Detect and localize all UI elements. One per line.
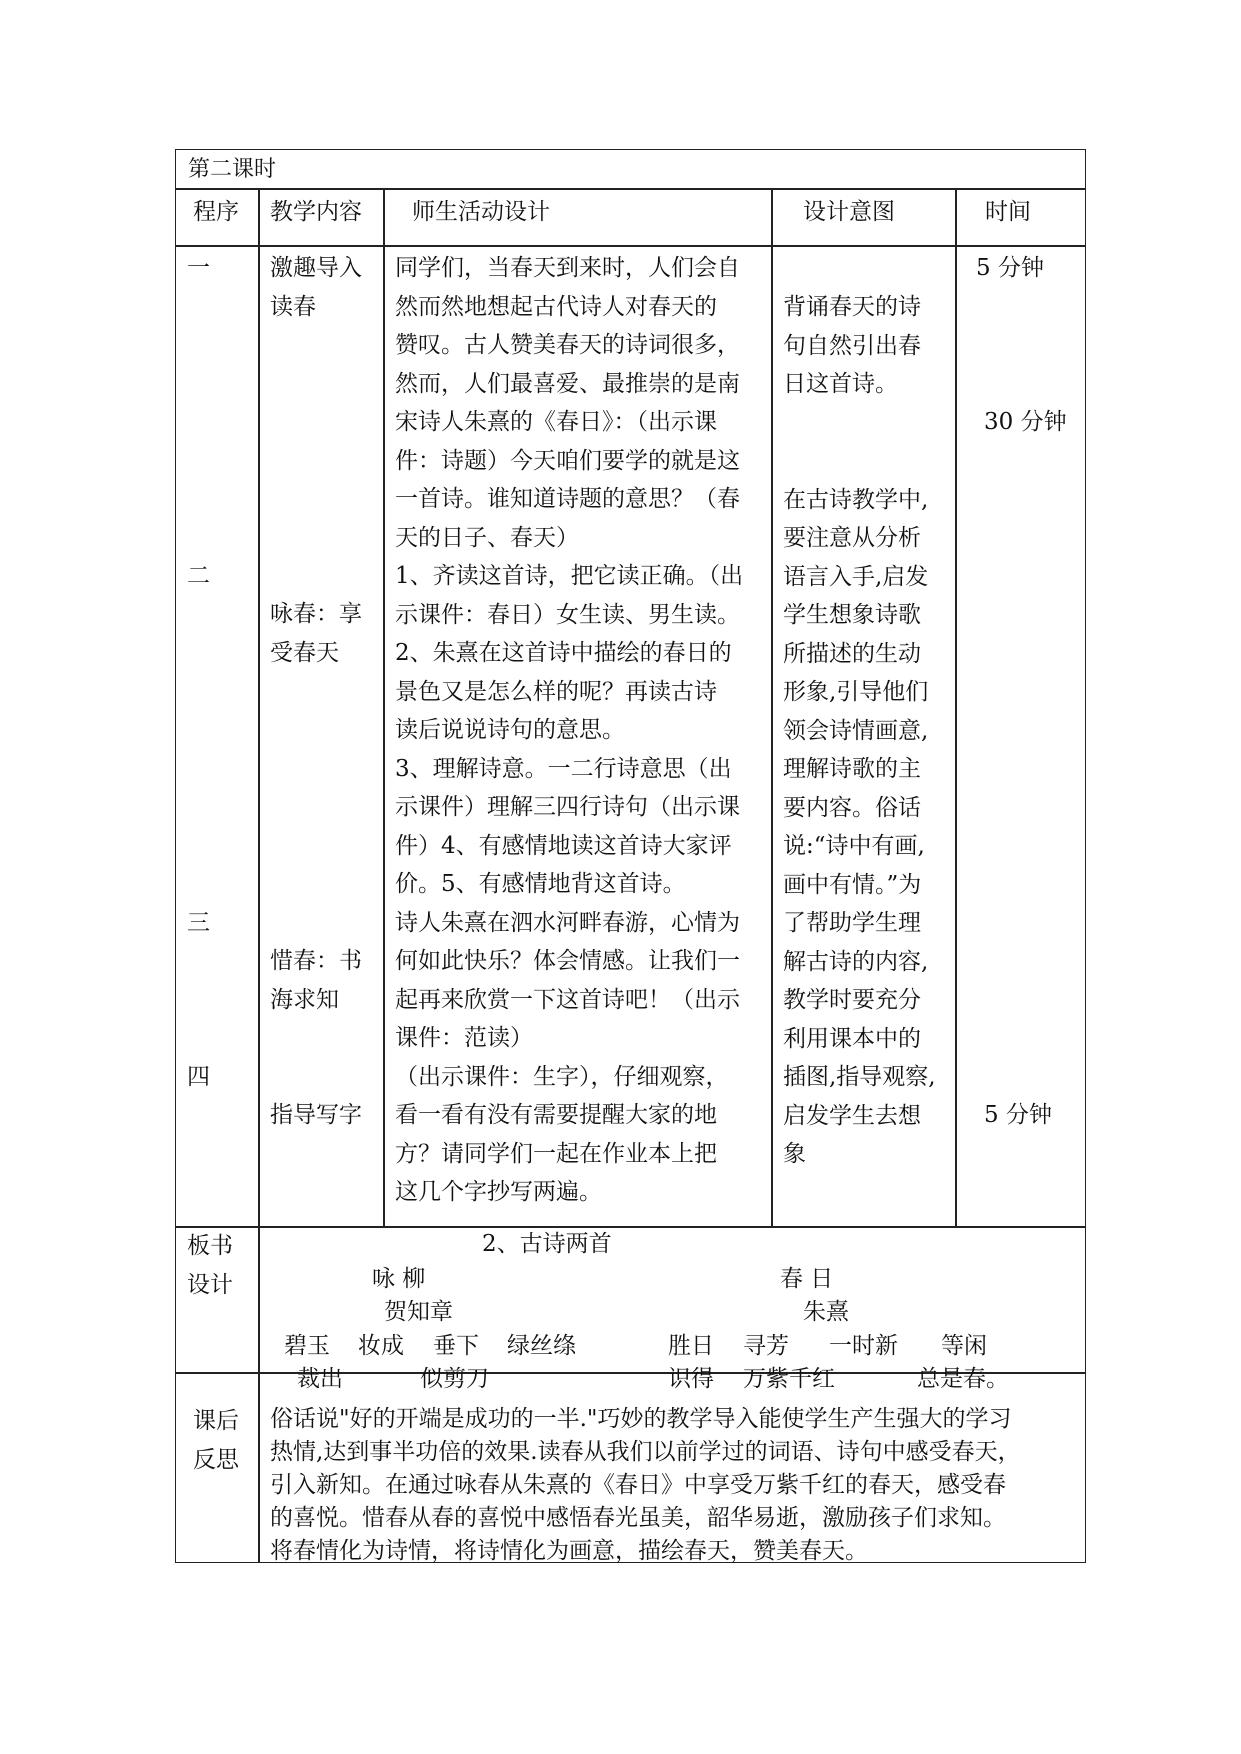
step-time: 5 分钟 bbox=[984, 1102, 1052, 1128]
poem2-word: 总是春。 bbox=[917, 1366, 1009, 1392]
col-divider-4 bbox=[955, 188, 957, 1227]
activity-line: 然而然地想起古代诗人对春天的 bbox=[395, 293, 717, 320]
step-content-line: 受春天 bbox=[270, 639, 339, 666]
reflection-line: 俗话说"好的开端是成功的一半."巧妙的教学导入能使学生产生强大的学习 bbox=[270, 1406, 1012, 1432]
activity-line: 天的日子、春天） bbox=[395, 524, 579, 551]
activity-line: 3、理解诗意。一二行诗意思（出 bbox=[395, 755, 732, 782]
step-time: 5 分钟 bbox=[976, 255, 1044, 281]
header-content: 教学内容 bbox=[270, 199, 362, 225]
intent-line bbox=[783, 442, 936, 481]
activity-line: 赞叹。古人赞美春天的诗词很多， bbox=[395, 332, 740, 358]
reflection-text bbox=[270, 1403, 1021, 1568]
activity-line: 件）4、有感情地读这首诗大家评 bbox=[395, 832, 732, 859]
design-intent-text bbox=[783, 288, 936, 1174]
step-content-line: 惜春：书 bbox=[270, 948, 362, 974]
activity-line: 价。5、有感情地背这首诗。 bbox=[395, 871, 686, 897]
reflection-line: 热情,达到事半功倍的效果.读春从我们以前学过的词语、诗句中感受春天， bbox=[270, 1439, 1021, 1465]
poem2-word: 等闲 bbox=[941, 1333, 987, 1359]
step-content-line: 指导写字 bbox=[270, 1102, 362, 1128]
intent-line: 画中有情。”为 bbox=[783, 871, 922, 898]
intent-line: 形象,引导他们 bbox=[783, 679, 929, 705]
step-content-line: 读春 bbox=[270, 293, 316, 320]
intent-line: 句自然引出春 bbox=[783, 332, 921, 359]
reflection-label-line: 反思 bbox=[193, 1446, 239, 1473]
activity-line: 何如此快乐？体会情感。让我们一 bbox=[395, 948, 740, 974]
reflection-label bbox=[193, 1402, 239, 1479]
intent-line: 日这首诗。 bbox=[783, 371, 898, 397]
poem2-word: 胜日 bbox=[668, 1333, 714, 1359]
row-divider-title bbox=[175, 188, 1086, 190]
blackboard-label bbox=[187, 1227, 233, 1304]
poem2-word: 识得 bbox=[668, 1366, 714, 1392]
activity-line: 同学们，当春天到来时，人们会自 bbox=[395, 255, 740, 281]
intent-line: 利用课本中的 bbox=[783, 1025, 921, 1052]
header-activity: 师生活动设计 bbox=[412, 199, 550, 225]
header-sequence: 程序 bbox=[193, 199, 239, 225]
activity-line: 读后说说诗句的意思。 bbox=[395, 717, 625, 743]
poem1-word: 绿丝绦 bbox=[507, 1333, 576, 1359]
step-number: 三 bbox=[187, 910, 210, 936]
step-content-line: 激趣导入 bbox=[270, 255, 362, 281]
activity-line: 1、齐读这首诗，把它读正确。（出 bbox=[395, 563, 744, 589]
poem1-word: 妆成 bbox=[358, 1333, 404, 1359]
blackboard-label-line: 设计 bbox=[187, 1271, 233, 1298]
intent-line: 启发学生去想 bbox=[783, 1102, 921, 1129]
reflection-line: 的喜悦。惜春从春的喜悦中感悟春光虽美，韶华易逝，激励孩子们求知。 bbox=[270, 1505, 1006, 1531]
poem2-word: 万紫千红 bbox=[743, 1366, 835, 1392]
col-divider-3 bbox=[771, 188, 773, 1227]
reflection-line: 引入新知。在通过咏春从朱熹的《春日》中享受万紫千红的春天，感受春 bbox=[270, 1472, 1006, 1498]
step-content bbox=[270, 942, 362, 1019]
poem1-word: 裁出 bbox=[297, 1366, 343, 1392]
activity-line: 2、朱熹在这首诗中描绘的春日的 bbox=[395, 640, 732, 666]
col-divider-1 bbox=[258, 188, 260, 1563]
poem2-word: 寻芳 bbox=[743, 1333, 789, 1359]
col-divider-2 bbox=[383, 188, 385, 1227]
poem1-author: 贺知章 bbox=[384, 1299, 453, 1325]
step-content bbox=[270, 249, 362, 326]
reflection-label-line: 课后 bbox=[193, 1408, 239, 1434]
step-content bbox=[270, 1096, 362, 1135]
intent-line: 学生想象诗歌 bbox=[783, 602, 921, 628]
intent-line: 了帮助学生理 bbox=[783, 910, 921, 936]
session-title: 第二课时 bbox=[188, 157, 277, 182]
activity-line: 起再来欣赏一下这首诗吧！（出示 bbox=[395, 986, 740, 1013]
intent-line: 插图,指导观察, bbox=[783, 1064, 936, 1090]
intent-line: 背诵春天的诗 bbox=[783, 294, 921, 320]
activity-line: 景色又是怎么样的呢？再读古诗 bbox=[395, 678, 717, 705]
activity-line: 课件：范读） bbox=[395, 1025, 533, 1051]
activity-design-text bbox=[395, 249, 743, 1212]
blackboard-label-line: 板书 bbox=[187, 1233, 233, 1259]
poem1-word: 似剪刀 bbox=[420, 1366, 489, 1392]
step-time: 30 分钟 bbox=[984, 409, 1067, 435]
blackboard-title: 2、古诗两首 bbox=[482, 1231, 612, 1257]
poem2-author: 朱熹 bbox=[803, 1299, 849, 1325]
intent-line: 要内容。俗话 bbox=[783, 794, 921, 821]
intent-line: 教学时要充分 bbox=[783, 987, 921, 1013]
poem2-title: 春 日 bbox=[780, 1266, 834, 1292]
intent-line bbox=[783, 404, 936, 443]
header-time: 时间 bbox=[985, 199, 1031, 225]
intent-line: 说:“诗中有画, bbox=[783, 833, 925, 859]
activity-line: 示课件：春日）女生读、男生读。 bbox=[395, 601, 740, 628]
activity-line: 诗人朱熹在泗水河畔春游，心情为 bbox=[395, 909, 740, 936]
poem1-word: 碧玉 bbox=[284, 1333, 330, 1359]
poem1-title: 咏 柳 bbox=[372, 1266, 426, 1292]
intent-line: 在古诗教学中, bbox=[783, 486, 929, 513]
intent-line: 象 bbox=[783, 1141, 806, 1167]
header-intent: 设计意图 bbox=[803, 199, 895, 225]
step-content-line: 咏春：享 bbox=[270, 601, 362, 627]
poem1-word: 垂下 bbox=[433, 1333, 479, 1359]
intent-line: 所描述的生动 bbox=[783, 640, 921, 667]
activity-line: 看一看有没有需要提醒大家的地 bbox=[395, 1102, 717, 1128]
poem2-word: 一时新 bbox=[829, 1333, 898, 1359]
activity-line: 方？请同学们一起在作业本上把 bbox=[395, 1140, 717, 1167]
activity-line: 件：诗题）今天咱们要学的就是这 bbox=[395, 447, 740, 474]
step-number: 一 bbox=[187, 255, 210, 281]
intent-line: 解古诗的内容, bbox=[783, 948, 929, 975]
row-divider-body bbox=[175, 1226, 1086, 1228]
activity-line: 示课件）理解三四行诗句（出示课 bbox=[395, 794, 740, 820]
row-divider-header bbox=[175, 245, 1086, 247]
intent-line: 理解诗歌的主 bbox=[783, 756, 921, 782]
intent-line: 领会诗情画意, bbox=[783, 717, 929, 744]
step-number: 四 bbox=[187, 1064, 210, 1090]
step-number: 二 bbox=[187, 563, 210, 589]
reflection-line: 将春情化为诗情，将诗情化为画意，描绘春天，赞美春天。 bbox=[270, 1538, 868, 1564]
intent-line: 语言入手,启发 bbox=[783, 563, 929, 590]
activity-line: 然而，人们最喜爱、最推崇的是南 bbox=[395, 370, 740, 397]
step-content-line: 海求知 bbox=[270, 986, 339, 1013]
activity-line: （出示课件：生字），仔细观察， bbox=[395, 1063, 729, 1090]
activity-line: 宋诗人朱熹的《春日》：（出示课 bbox=[395, 409, 717, 435]
step-content bbox=[270, 595, 362, 672]
activity-line: 这几个字抄写两遍。 bbox=[395, 1179, 602, 1205]
intent-line: 要注意从分析 bbox=[783, 525, 921, 551]
activity-line: 一首诗。谁知道诗题的意思？（春 bbox=[395, 486, 740, 512]
